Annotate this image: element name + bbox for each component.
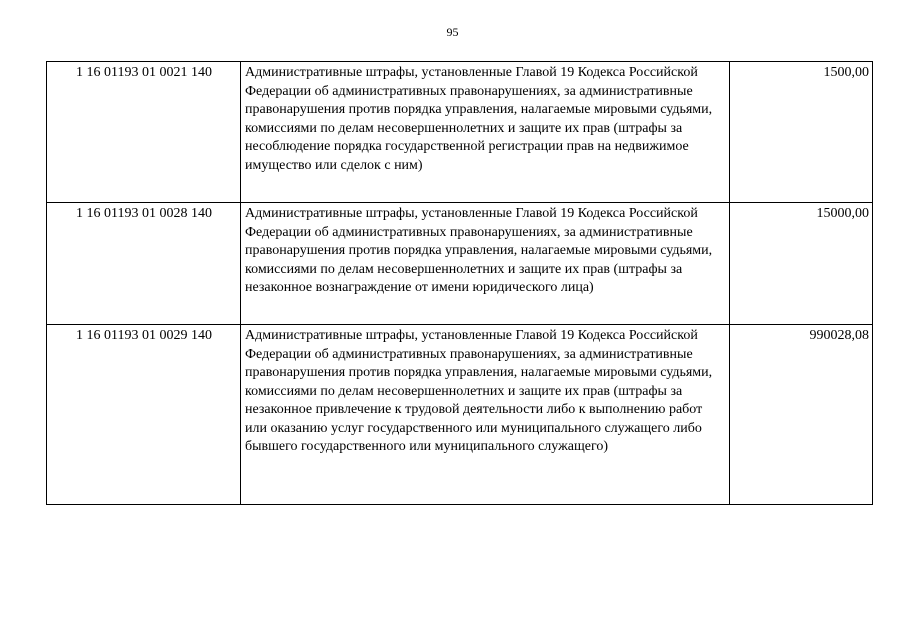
amount-cell: 15000,00	[730, 203, 873, 325]
table-row	[47, 203, 873, 325]
budget-code-cell: 1 16 01193 01 0021 140	[47, 62, 241, 203]
budget-code-cell: 1 16 01193 01 0029 140	[47, 325, 241, 505]
budget-code-cell: 1 16 01193 01 0028 140	[47, 203, 241, 325]
budget-income-table	[46, 61, 873, 505]
amount-cell: 990028,08	[730, 325, 873, 505]
table-row	[47, 62, 873, 203]
amount-cell: 1500,00	[730, 62, 873, 203]
page-number: 95	[446, 25, 459, 39]
description-cell: Административные штрафы, установленные Главой 19 Кодекса Российской Федерации об административных правонарушениях, за административные правонарушения против порядка управления, налагаемые мировыми судьями, комиссиями по делам несовершеннолетних и защите их прав (штрафы за несоблюдение порядка государственной регистрации прав на недвижимое имущество или сделок с ним)	[241, 62, 730, 203]
table-row	[47, 325, 873, 505]
description-cell: Административные штрафы, установленные Главой 19 Кодекса Российской Федерации об административных правонарушениях, за административные правонарушения против порядка управления, налагаемые мировыми судьями, комиссиями по делам несовершеннолетних и защите их прав (штрафы за незаконное привлечение к трудовой деятельности либо к выполнению работ или оказанию услуг государственного или муниципального служащего либо бывшего государственного или муниципального служащего)	[241, 325, 730, 505]
description-cell: Административные штрафы, установленные Главой 19 Кодекса Российской Федерации об административных правонарушениях, за административные правонарушения против порядка управления, налагаемые мировыми судьями, комиссиями по делам несовершеннолетних и защите их прав (штрафы за незаконное вознаграждение от имени юридического лица)	[241, 203, 730, 325]
